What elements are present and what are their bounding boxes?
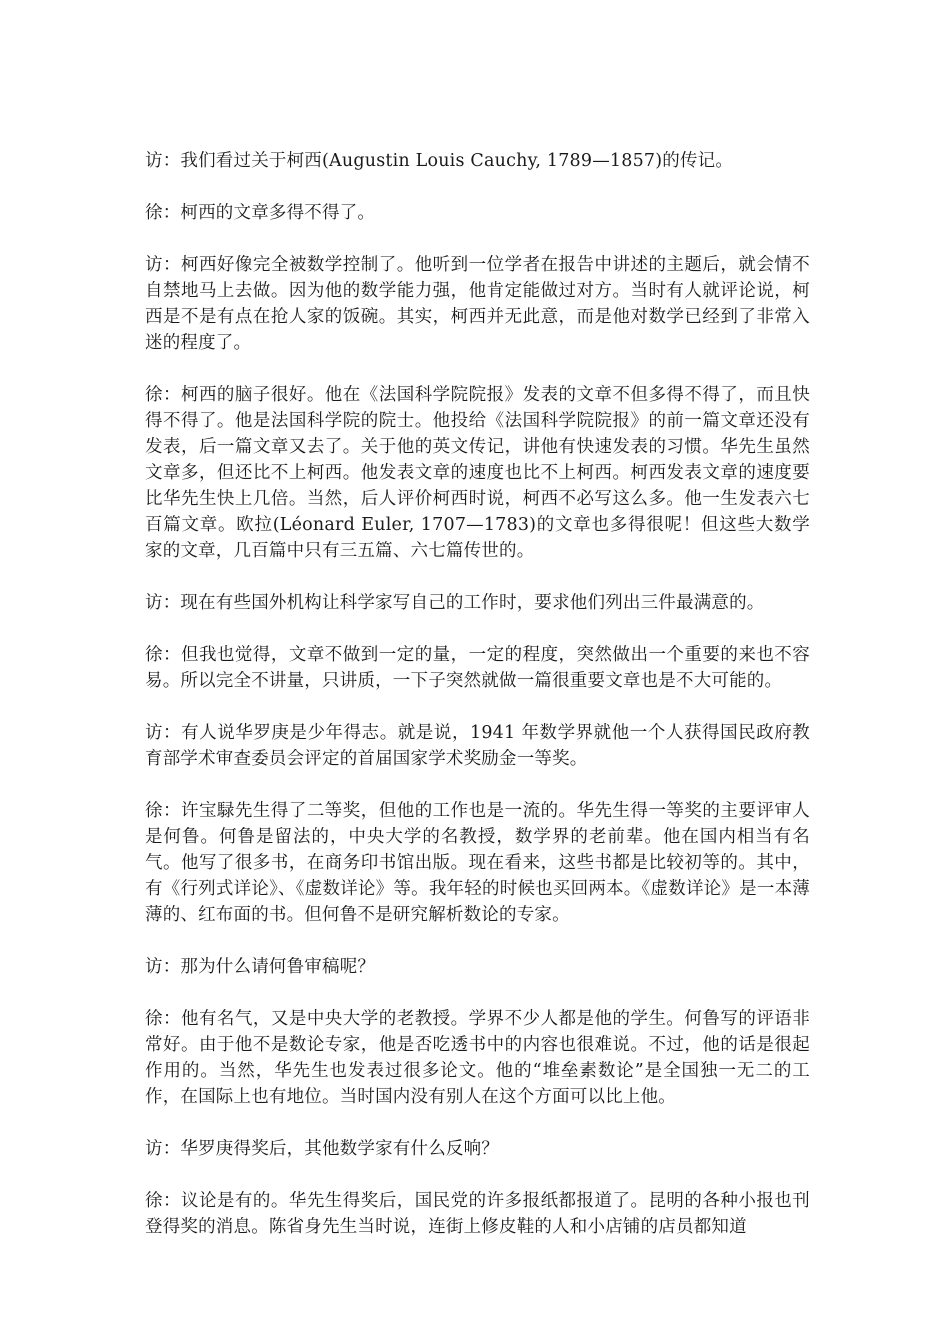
paragraph: 访：我们看过关于柯西(Augustin Louis Cauchy, 1789—1857)的传记。 <box>145 151 734 171</box>
paragraph: 访：那为什么请何鲁审稿呢？ <box>145 957 376 977</box>
paragraph: 访：柯西好像完全被数学控制了。他听到一位学者在报告中讲述的主题后，就会情不自禁地马上去做。因为他的数学能力强，他肯定能做过对方。当时有人就评论说，柯西是不是有点在抢人家的饭碗。其实，柯西并无此意，而是他对数学已经到了非常入迷的程度了。 <box>145 255 810 353</box>
paragraph: 访：华罗庚得奖后，其他数学家有什么反响？ <box>145 1139 499 1159</box>
paragraph: 访：有人说华罗庚是少年得志。就是说，1941 年数学界就他一个人获得国民政府教育部学术审查委员会评定的首届国家学术奖励金一等奖。 <box>145 723 810 769</box>
paragraph: 徐：柯西的脑子很好。他在《法国科学院院报》发表的文章不但多得不得了，而且快得不得了。他是法国科学院的院士。他投给《法国科学院院报》的前一篇文章还没有发表，后一篇文章又去了。关于他的英文传记，讲他有快速发表的习惯。华先生虽然文章多，但还比不上柯西。他发表文章的速度也比不上柯西。柯西发表文章的速度要比华先生快上几倍。当然，后人评价柯西时说，柯西不必写这么多。他一生发表六七百篇文章。欧拉(Léonard Euler, 1707—1783)的文章也多得很呢！但这些大数学家的文章，几百篇中只有三五篇、六七篇传世的。 <box>145 385 810 561</box>
paragraph: 徐：柯西的文章多得不得了。 <box>145 203 376 223</box>
paragraph: 徐：他有名气，又是中央大学的老教授。学界不少人都是他的学生。何鲁写的评语非常好。由于他不是数论专家，他是否吃透书中的内容也很难说。不过，他的话是很起作用的。当然，华先生也发表过很多论文。他的“堆垒素数论”是全国独一无二的工作，在国际上也有地位。当时国内没有别人在这个方面可以比上他。 <box>145 1009 810 1107</box>
document-body <box>145 148 810 1266</box>
paragraph: 徐：议论是有的。华先生得奖后，国民党的许多报纸都报道了。昆明的各种小报也刊登得奖的消息。陈省身先生当时说，连街上修皮鞋的人和小店铺的店员都知道 <box>145 1191 810 1237</box>
paragraph: 徐：许宝騄先生得了二等奖，但他的工作也是一流的。华先生得一等奖的主要评审人是何鲁。何鲁是留法的，中央大学的名教授，数学界的老前辈。他在国内相当有名气。他写了很多书，在商务印书馆出版。现在看来，这些书都是比较初等的。其中，有《行列式详论》、《虚数详论》等。我年轻的时候也买回两本。《虚数详论》是一本薄薄的、红布面的书。但何鲁不是研究解析数论的专家。 <box>145 801 810 925</box>
paragraph: 访：现在有些国外机构让科学家写自己的工作时，要求他们列出三件最满意的。 <box>145 593 765 613</box>
paragraph: 徐：但我也觉得，文章不做到一定的量，一定的程度，突然做出一个重要的来也不容易。所以完全不讲量，只讲质，一下子突然就做一篇很重要文章也是不大可能的。 <box>145 645 810 691</box>
